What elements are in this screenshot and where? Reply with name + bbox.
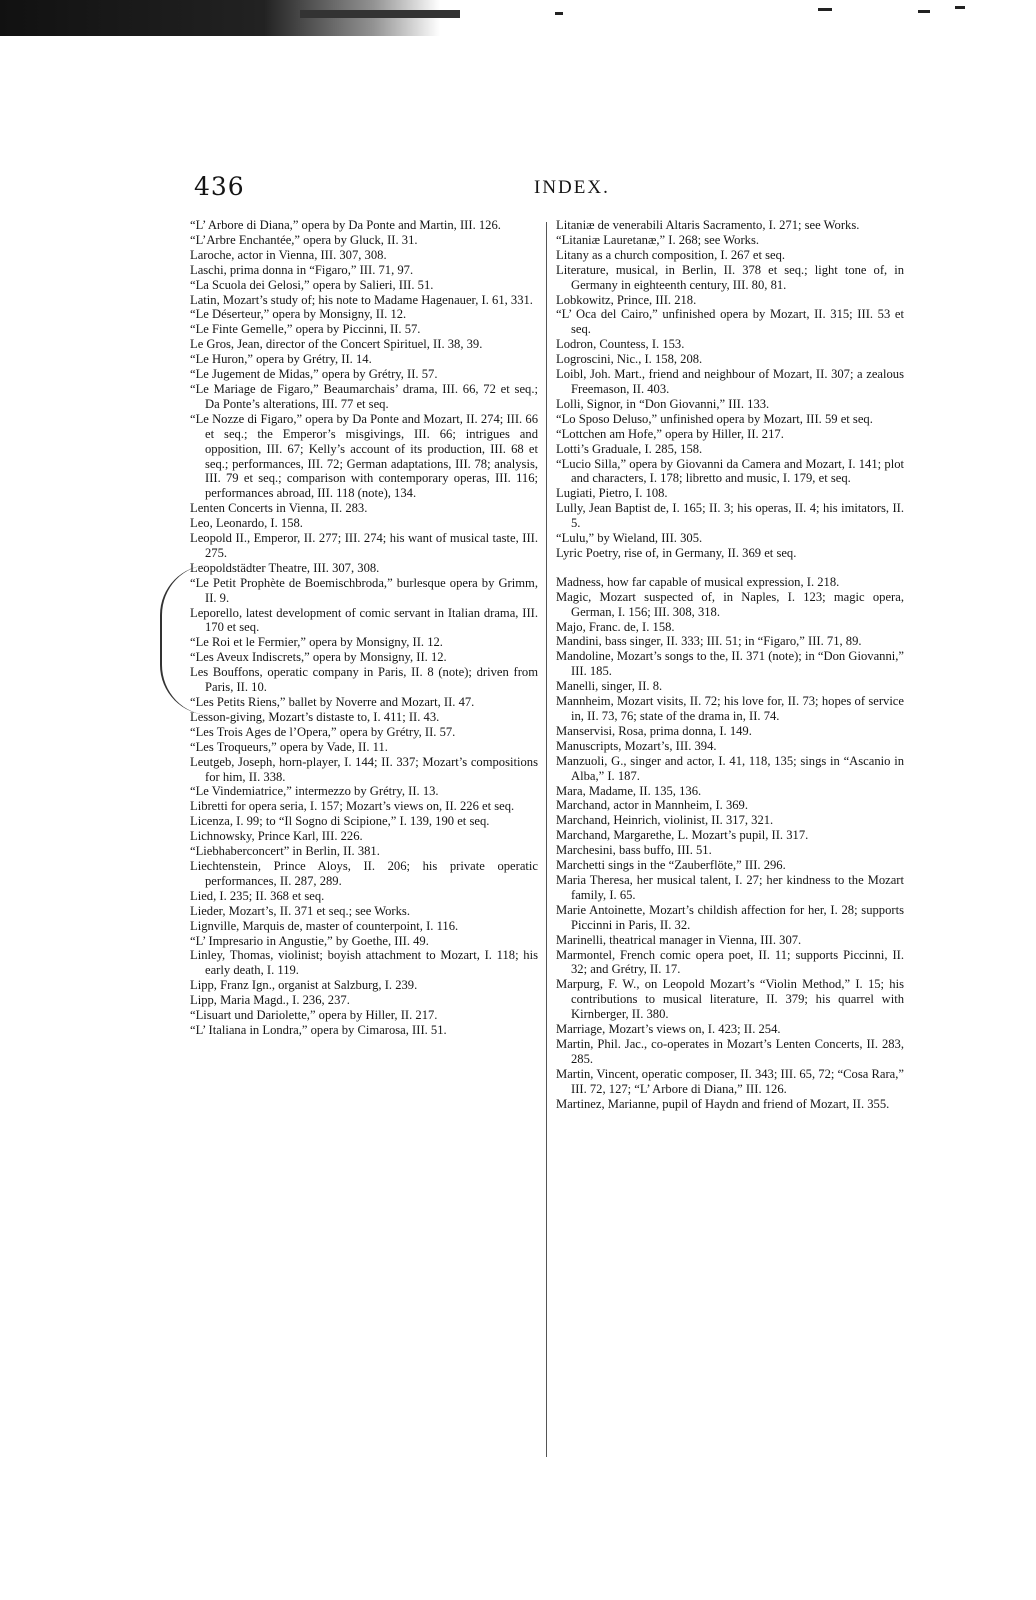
index-entry: Marriage, Mozart’s views on, I. 423; II. 254. <box>556 1022 781 1037</box>
index-entry: Leo, Leonardo, I. 158. <box>190 516 303 531</box>
index-entry: Mannheim, Mozart visits, II. 72; his love for, II. 73; hopes of service in, II. 73, 76; state of the drama in, II. 74. <box>556 694 904 723</box>
index-entry: Lieder, Mozart’s, II. 371 et seq.; see Works. <box>190 903 410 918</box>
index-entry: “L’ Impresario in Angustie,” by Goethe, III. 49. <box>190 933 429 948</box>
index-entry: Martin, Vincent, operatic composer, II. 343; III. 65, 72; “Cosa Rara,” III. 72, 127; “L’ Arbore di Diana,” III. 126. <box>556 1066 904 1096</box>
index-entry: Lipp, Maria Magd., I. 236, 237. <box>190 993 350 1008</box>
index-entry: “Litaniæ Lauretanæ,” I. 268; see Works. <box>556 232 759 247</box>
index-entry: Lugiati, Pietro, I. 108. <box>556 486 668 501</box>
index-entry: Majo, Franc. de, I. 158. <box>556 619 675 634</box>
index-entry: “Les Trois Ages de l’Opera,” opera by Grétry, II. 57. <box>190 724 456 739</box>
index-entry: “Les Troqueurs,” opera by Vade, II. 11. <box>190 739 388 754</box>
index-entry: Marpurg, F. W., on Leopold Mozart’s “Violin Method,” I. 15; his contributions to musical literature, II. 379; his quarrel with Kirnberger, II. 380. <box>556 977 904 1022</box>
index-entry: Marchand, Margarethe, L. Mozart’s pupil, II. 317. <box>556 828 809 843</box>
index-entry: Lolli, Signor, in “Don Giovanni,” III. 133. <box>556 396 770 411</box>
index-entry: Marchetti sings in the “Zauberflöte,” III. 296. <box>556 858 786 873</box>
index-entry: Marinelli, theatrical manager in Vienna, III. 307. <box>556 932 802 947</box>
index-entry: “Lottchen am Hofe,” opera by Hiller, II. 217. <box>556 426 784 441</box>
index-entry: Lignville, Marquis de, master of counterpoint, I. 116. <box>190 918 459 933</box>
index-entry: “Le Huron,” opera by Grétry, II. 14. <box>190 352 372 367</box>
index-entry: Les Bouffons, operatic company in Paris, II. 8 (note); driven from Paris, II. 10. <box>190 665 538 695</box>
index-entry: “Le Roi et le Fermier,” opera by Monsigny, II. 12. <box>190 635 443 650</box>
index-entry: Magic, Mozart suspected of, in Naples, I. 123; magic opera, German, I. 156; III. 308, 318. <box>556 589 904 619</box>
index-entry: Lied, I. 235; II. 368 et seq. <box>190 888 325 903</box>
index-entry: Lyric Poetry, rise of, in Germany, II. 369 et seq. <box>556 545 797 560</box>
index-entry: Manelli, singer, II. 8. <box>556 679 663 694</box>
index-entry: “Le Déserteur,” opera by Monsigny, II. 12. <box>190 307 407 322</box>
index-entry: “Lo Sposo Deluso,” unfinished opera by Mozart, III. 59 et seq. <box>556 411 873 426</box>
index-entry: “Liebhaberconcert” in Berlin, II. 381. <box>190 844 380 859</box>
index-entry: “Le Mariage de Figaro,” Beaumarchais’ drama, III. 66, 72 et seq.; Da Ponte’s alterations, III. 77 et seq. <box>190 381 538 411</box>
scan-edge-shadow <box>0 0 440 36</box>
index-entry: “Lucio Silla,” opera by Giovanni da Camera and Mozart, I. 141; plot and characters, I. 178; libretto and music, I. 179, et seq. <box>556 456 904 486</box>
index-entry: “Lisuart und Dariolette,” opera by Hiller, II. 217. <box>190 1008 438 1023</box>
index-column-left <box>190 218 538 1038</box>
index-entry: Lipp, Franz Ign., organist at Salzburg, I. 239. <box>190 978 418 993</box>
index-entry: “La Scuola dei Gelosi,” opera by Salieri, III. 51. <box>190 277 434 292</box>
index-entry: “L’ Arbore di Diana,” opera by Da Ponte and Martin, III. 126. <box>190 218 501 232</box>
index-entry: Linley, Thomas, violinist; boyish attachment to Mozart, I. 118; his early death, I. 119. <box>190 948 538 978</box>
index-entry: Leopoldstädter Theatre, III. 307, 308. <box>190 560 380 575</box>
index-entry: Licenza, I. 99; to “Il Sogno di Scipione,” I. 139, 190 et seq. <box>190 814 490 829</box>
index-entry: Marchesini, bass buffo, III. 51. <box>556 843 712 858</box>
index-entry: “Les Petits Riens,” ballet by Noverre and Mozart, II. 47. <box>190 695 475 709</box>
index-entry: Laschi, prima donna in “Figaro,” III. 71, 97. <box>190 262 414 277</box>
index-entry: Liechtenstein, Prince Aloys, II. 206; his private operatic performances, II. 287, 289. <box>190 858 538 888</box>
index-entry: “Les Aveux Indiscrets,” opera by Monsigny, II. 12. <box>190 650 447 665</box>
index-entry: Latin, Mozart’s study of; his note to Madame Hagenauer, I. 61, 331. <box>190 292 533 307</box>
column-divider <box>546 222 547 1457</box>
index-entry: “Le Vindemiatrice,” intermezzo by Grétry, II. 13. <box>190 784 439 799</box>
index-entry: Lichnowsky, Prince Karl, III. 226. <box>190 829 363 844</box>
index-entry: Libretti for opera seria, I. 157; Mozart’s views on, II. 226 et seq. <box>190 799 515 814</box>
index-entry: Lotti’s Graduale, I. 285, 158. <box>556 441 703 456</box>
index-entry: “L’Arbre Enchantée,” opera by Gluck, II. 31. <box>190 232 418 247</box>
index-entry: Loibl, Joh. Mart., friend and neighbour of Mozart, II. 307; a zealous Freemason, II. 403. <box>556 367 904 396</box>
index-entry: Marie Antoinette, Mozart’s childish affection for her, I. 28; supports Piccinni in Paris, II. 32. <box>556 902 904 932</box>
index-entry: Literature, musical, in Berlin, II. 378 et seq.; light tone of, in Germany in eighteenth century, III. 80, 81. <box>556 262 904 292</box>
running-title: INDEX. <box>534 177 610 198</box>
page-header <box>194 172 874 202</box>
index-entry: Manservisi, Rosa, prima donna, I. 149. <box>556 723 752 738</box>
index-entry: Lodron, Countess, I. 153. <box>556 337 685 352</box>
index-entry: Manuscripts, Mozart’s, III. 394. <box>556 738 717 753</box>
index-entry: “Le Jugement de Midas,” opera by Grétry, II. 57. <box>190 367 438 382</box>
index-entry: “Le Nozze di Figaro,” opera by Da Ponte and Mozart, II. 274; III. 66 et seq.; the Emperor’s misgivings, III. 66; intrigues and opposition, III. 67; Kelly’s account of its production, III. 68 et seq.; performances, III. 72; German adaptations, III. 78; analysis, III. 79 et seq.; comparison with contemporary operas, III. 116; performances abroad, III. 118 (note), 134. <box>190 411 538 501</box>
index-entry: Martinez, Marianne, pupil of Haydn and friend of Mozart, II. 355. <box>556 1096 890 1111</box>
index-column-right <box>556 218 904 1111</box>
index-entry: Le Gros, Jean, director of the Concert Spirituel, II. 38, 39. <box>190 337 483 352</box>
index-entry: Madness, how far capable of musical expression, I. 218. <box>556 574 840 589</box>
index-entry: Manzuoli, G., singer and actor, I. 41, 118, 135; sings in “Ascanio in Alba,” I. 187. <box>556 753 904 783</box>
index-entry: Marmontel, French comic opera poet, II. 11; supports Piccinni, II. 32; and Grétry, II. 17. <box>556 947 904 977</box>
page-number: 436 <box>194 172 245 201</box>
index-entry: Lully, Jean Baptist de, I. 165; II. 3; his operas, II. 4; his imitators, II. 5. <box>556 501 904 531</box>
scan-edge-shadow <box>300 10 460 18</box>
index-entry: Litaniæ de venerabili Altaris Sacramento, I. 271; see Works. <box>556 218 860 232</box>
letter-section-gap <box>556 561 904 575</box>
index-entry: Martin, Phil. Jac., co-operates in Mozart’s Lenten Concerts, II. 283, 285. <box>556 1036 904 1066</box>
index-entry: Leopold II., Emperor, II. 277; III. 274; his want of musical taste, III. 275. <box>190 531 538 560</box>
index-entry: Maria Theresa, her musical talent, I. 27; her kindness to the Mozart family, I. 65. <box>556 872 904 902</box>
index-entry: “Le Petit Prophète de Boemischbroda,” burlesque opera by Grimm, II. 9. <box>190 575 538 605</box>
index-entry: Mandini, bass singer, II. 333; III. 51; in “Figaro,” III. 71, 89. <box>556 634 862 649</box>
index-entry: “Le Finte Gemelle,” opera by Piccinni, II. 57. <box>190 322 421 337</box>
index-entry: “Lulu,” by Wieland, III. 305. <box>556 531 703 546</box>
index-entry: Laroche, actor in Vienna, III. 307, 308. <box>190 247 387 262</box>
index-entry: Leutgeb, Joseph, horn-player, I. 144; II. 337; Mozart’s compositions for him, II. 338. <box>190 754 538 784</box>
index-entry: Lesson-giving, Mozart’s distaste to, I. 411; II. 43. <box>190 709 440 724</box>
index-entry: “L’ Italiana in Londra,” opera by Cimarosa, III. 51. <box>190 1022 447 1037</box>
index-entry: Litany as a church composition, I. 267 et seq. <box>556 247 786 262</box>
index-entry: Marchand, Heinrich, violinist, II. 317, 321. <box>556 813 774 828</box>
index-entry: Logroscini, Nic., I. 158, 208. <box>556 352 703 367</box>
index-entry: Mara, Madame, II. 135, 136. <box>556 783 702 798</box>
index-entry: Lobkowitz, Prince, III. 218. <box>556 292 697 307</box>
index-entry: Lenten Concerts in Vienna, II. 283. <box>190 501 368 516</box>
index-entry: Marchand, actor in Mannheim, I. 369. <box>556 798 748 813</box>
index-entry: Leporello, latest development of comic servant in Italian drama, III. 170 et seq. <box>190 605 538 635</box>
index-entry: “L’ Oca del Cairo,” unfinished opera by Mozart, II. 315; III. 53 et seq. <box>556 307 904 337</box>
index-entry: Mandoline, Mozart’s songs to the, II. 371 (note); in “Don Giovanni,” III. 185. <box>556 649 904 679</box>
